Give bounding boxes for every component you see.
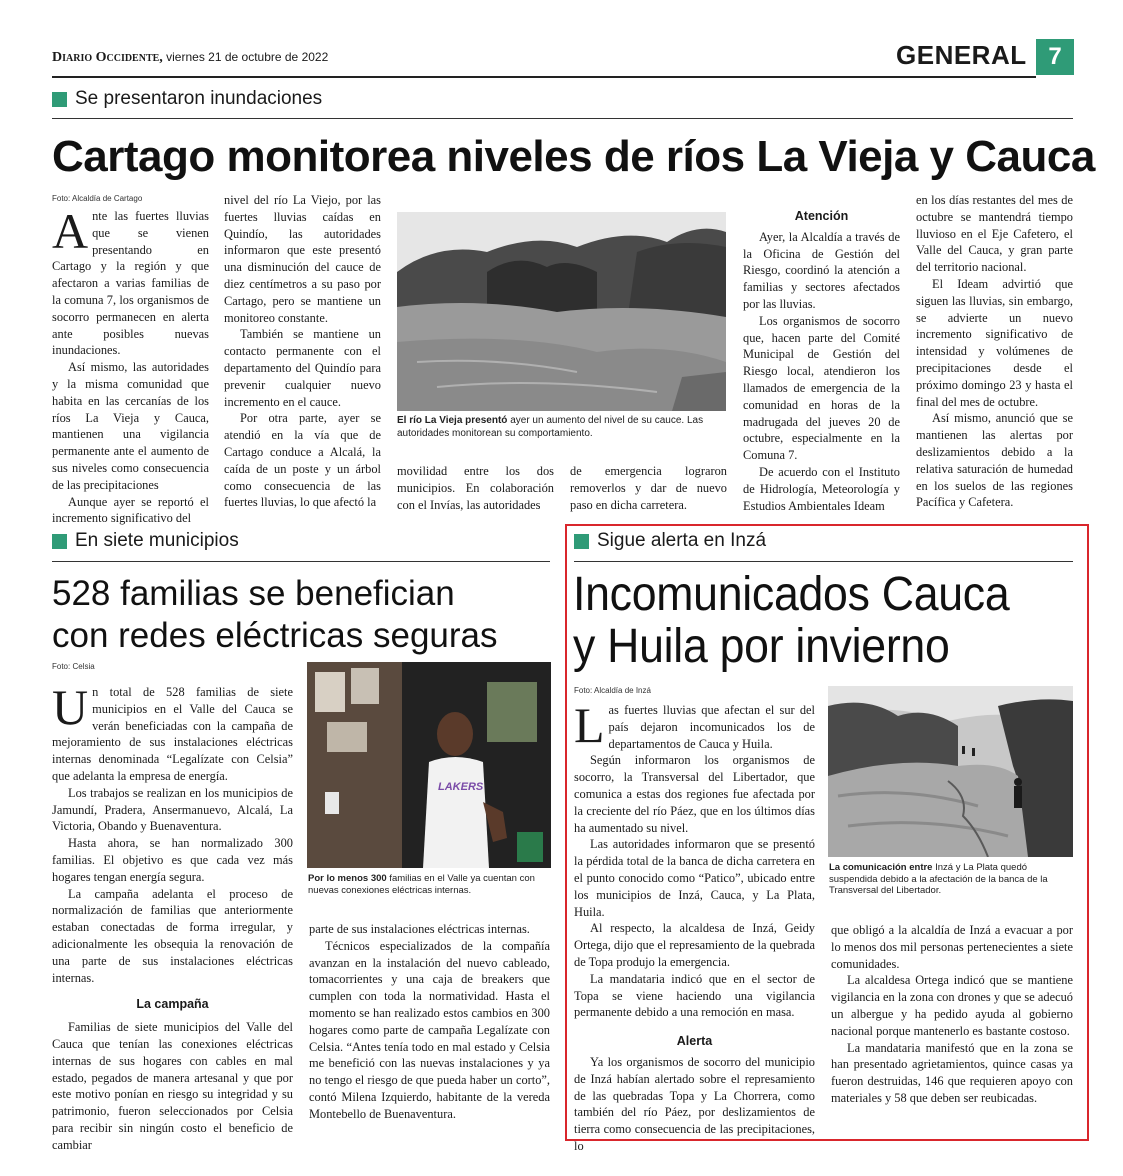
story1-paragraph: nte las fuertes lluvias que se vienen presentando en Cartago y la región y que afectaron a varias familias de la comuna 7, los organismos de socorro permanecen en alerta ante posibles nuevas inundaciones. <box>52 209 209 358</box>
story2-paragraph: n total de 528 familias de siete municipios en el Valle del Cauca se verán beneficiadas con la campaña de mejoramiento de sus instalaciones eléctricas internas denominada “Legalízate con Celsia” que adelanta la empresa de energía. <box>52 685 293 783</box>
caption-lead: La comunicación entre <box>829 862 933 873</box>
story1-column-3 <box>397 463 554 513</box>
story2-headline <box>52 573 498 657</box>
story2-paragraph: La campaña adelanta el proceso de normalización de familias que anteriormente estaban conectadas de forma irregular, y adicionalmente les obsequia la renovación de una parte de sus instalaciones eléctricas internas. <box>52 886 293 985</box>
story2-rule <box>52 561 550 562</box>
story3-headline-line: y Huila por invierno <box>573 620 950 673</box>
story1-paragraph: También se mantiene un contacto permanente con el departamento del Quindío para prevenir cualquier nuevo incremento en el cauce. <box>224 327 381 409</box>
river-image <box>397 212 726 411</box>
road-damage-photo <box>828 686 1073 857</box>
story1-column-4 <box>570 463 727 513</box>
story2-kicker <box>52 530 239 552</box>
story3-paragraph: La alcaldesa Ortega indicó que se mantiene vigilancia en la zona con drones y que se adecuó un albergue y ha pedido ayuda al gobierno nacional porque mantenerlo es bastante costoso. <box>831 973 1073 1038</box>
story2-column-2 <box>309 921 550 1123</box>
story3-paragraph: as fuertes lluvias que afectan el sur del país dejaron incomunicados los de departamentos de Cauca y Huila. <box>608 703 815 751</box>
story1-paragraph: Por otra parte, ayer se atendió en la vía que de Cartago conduce a Alcalá, la caída de un poste y un árbol como consecuencia de las fuertes lluvias, lo que afectó la <box>224 411 381 510</box>
story1-column-1 <box>52 203 209 527</box>
story1-paragraph: Ayer, la Alcaldía a través de la Oficina de Gestión del Riesgo, coordinó la atención a familias y sectores afectados por las lluvias. <box>743 229 900 311</box>
story3-paragraph: que obligó a la alcaldía de Inzá a evacuar a por lo menos dos mil personas pertenecientes a siete comunidades. <box>831 923 1073 971</box>
story3-paragraph: La mandataria indicó que en el sector de Topa se viene haciendo una vigilancia permanente debido a una remoción en masa. <box>574 971 815 1020</box>
story3-paragraph: Al respecto, la alcaldesa de Inzá, Geidy Ortega, dijo que el represamiento de la quebrada de Topa produjo la emergencia. <box>574 921 815 969</box>
issue-date: viernes 21 de octubre de 2022 <box>166 50 329 64</box>
story1-paragraph: Aunque ayer se reportó el incremento significativo del <box>52 494 209 526</box>
story1-subhead: Atención <box>794 209 849 223</box>
story2-headline-line: 528 familias se benefician <box>52 574 455 613</box>
header-rule <box>52 76 1036 78</box>
story3-column-1 <box>574 697 815 1155</box>
story1-paragraph: Así mismo, las autoridades y la misma comunidad que habita en las cercanías de los ríos La Vieja y Cauca, mantienen una vigilancia permanente ante el aumento de sus niveles como consecuencia de las precipitaciones <box>52 360 209 492</box>
shirt-print: LAKERS <box>438 781 484 793</box>
story2-photo-credit: Foto: Celsia <box>52 662 95 671</box>
caption-lead: Por lo menos 300 <box>308 873 387 884</box>
newspaper-name: Diario Occidente, <box>52 50 163 65</box>
story2-headline-line: con redes eléctricas seguras <box>52 616 498 655</box>
road-photo-caption <box>829 862 1075 897</box>
story2-kicker-text: En siete municipios <box>75 530 239 551</box>
story1-kicker-text: Se presentaron inundaciones <box>75 88 323 109</box>
page-number: 7 <box>1036 39 1074 75</box>
caption-text: ayer un aumento del nivel de su cauce. Las autoridades monitorean su comportamiento. <box>397 415 704 439</box>
story1-rule <box>52 118 1073 119</box>
electric-family-image <box>307 662 551 868</box>
story1-column-2 <box>224 192 381 511</box>
story2-subhead: La campaña <box>136 997 209 1012</box>
story1-paragraph: Así mismo, anunció que se mantienen las alertas por deslizamientos debido a la relativa saturación de humedad en los suelos de las regiones Pacífica y Cafetera. <box>916 411 1073 510</box>
story1-paragraph: Los organismos de socorro que, hacen parte del Comité Municipal de Gestión del Riesgo local, atendieron los llamados de emergencia de la comunidad en horas de la madrugada del jueves 20 de octubre, especialmente en la Comuna 7. <box>743 313 900 463</box>
story2-paragraph: Hasta ahora, se han normalizado 300 familias. El objetivo es que cada vez más hogares tengan energía segura. <box>52 836 293 884</box>
page-header-dateline <box>52 50 328 66</box>
story1-column-6 <box>916 192 1073 511</box>
story2-dropcap: U <box>52 679 89 735</box>
story3-photo-credit: Foto: Alcaldía de Inzá <box>574 686 651 695</box>
story2-paragraph: Técnicos especializados de la compañía avanzan en la instalación del nuevo cableado, tomacorrientes y una caja de breakers que cumplen con toda la normatividad. Hasta el momento se han realizado estos cambios en 300 hogares como parte de campaña Legalízate con Celsia. “Antes tenía todo en mal estado y Celsia me benefició con las nuevas instalaciones y ya no tengo el riesgo de que pueda haber un corto”, contó Milena Izquierdo, habitante de la vereda Montebello de Buenaventura. <box>309 938 550 1121</box>
story2-paragraph: parte de sus instalaciones eléctricas internas. <box>309 922 530 936</box>
story1-column-5 <box>743 204 900 514</box>
story2-column-1 <box>52 679 293 1154</box>
story1-paragraph: de emergencia lograron removerlos y dar de nuevo paso en dicha carretera. <box>570 464 727 512</box>
story3-kicker <box>574 530 766 552</box>
story1-dropcap: A <box>52 203 89 259</box>
caption-text: familias en el Valle ya cuentan con nuevas conexiones eléctricas internas. <box>308 873 535 896</box>
story1-paragraph: en los días restantes del mes de octubre se mantendrá tiempo lluvioso en el Eje Cafetero, el Valle del Cauca, y gran parte del territorio nacional. <box>916 193 1073 275</box>
river-photo <box>397 212 726 411</box>
story1-photo-credit: Foto: Alcaldía de Cartago <box>52 194 143 203</box>
story3-subhead: Alerta <box>676 1034 713 1049</box>
story1-headline: Cartago monitorea niveles de ríos La Vieja y Cauca <box>52 132 1095 181</box>
story1-paragraph: nivel del río La Viejo, por las fuertes lluvias caídas en Quindío, las autoridades informaron que este presentó una disminución del cauce de diez centímetros a su paso por Cartago, pero se mantiene un monitoreo constante. <box>224 193 381 325</box>
story3-paragraph: Ya los organismos de socorro del municipio de Inzá habían alertado sobre el represamiento de las quebradas Topa y La Chorrera, como también del río Páez, por deslizamientos de tierra como consecuencia de las precipitaciones, lo <box>574 1054 815 1153</box>
story2-paragraph: Los trabajos se realizan en los municipios de Jamundí, Pradera, Ansermanuevo, Alcalá, La Victoria, Obando y Buenaventura. <box>52 785 293 834</box>
kicker-square-icon <box>574 534 589 549</box>
electric-family-photo <box>307 662 551 868</box>
river-photo-caption <box>397 415 727 440</box>
story3-column-2 <box>831 922 1073 1107</box>
story2-paragraph: Familias de siete municipios del Valle del Cauca que tenían las conexiones eléctricas internas de sus hogares con cables en mal estado, pegados de manera artesanal y que por este motivo ponían en riesgo su integridad y su patrimonio, fueron seleccionados por Celsia para recibir sin ningún costo el beneficio de cambiar <box>52 1020 293 1152</box>
story3-paragraph: La mandataria manifestó que en la zona se han presentado agrietamientos, quince casas ya fueron destruidas, 146 que requieren apoyo con materiales y 58 que deben ser reubicadas. <box>831 1040 1073 1105</box>
caption-text: Inzá y La Plata quedó suspendida debido a la afectación de la banca de la Transversal del Libertador. <box>829 862 1048 896</box>
story1-paragraph: movilidad entre los dos municipios. En colaboración con el Invías, las autoridades <box>397 464 554 512</box>
story3-paragraph: Las autoridades informaron que se presentó la pérdida total de la banca de dicha carretera en el punto conocido como “Patico”, ubicado entre los municipios de Inzá, Cauca, y La Plata, Huila. <box>574 837 815 919</box>
story3-rule <box>574 561 1073 562</box>
story3-dropcap: L <box>574 697 605 753</box>
kicker-square-icon <box>52 92 67 107</box>
kicker-square-icon <box>52 534 67 549</box>
section-name: GENERAL <box>896 40 1027 70</box>
story1-kicker <box>52 88 322 110</box>
story1-paragraph: De acuerdo con el Instituto de Hidrología, Meteorología y Estudios Ambientales Ideam <box>743 464 900 513</box>
story3-headline-line: Incomunicados Cauca <box>573 568 1010 621</box>
story3-headline <box>573 569 1009 673</box>
story1-paragraph: El Ideam advirtió que siguen las lluvias, sin embargo, se advierte un nuevo incremento significativo de intensidad y volúmenes de precipitaciones desde el próximo domingo 23 y hasta el final del mes de octubre. <box>916 276 1073 409</box>
road-damage-image <box>828 686 1073 857</box>
electric-photo-caption <box>308 873 554 896</box>
story3-paragraph: Según informaron los organismos de socorro, la Transversal del Libertador, que comunica a estas dos regiones fue afectada por la creciente del río Páez, que en los últimos días ha aumentado su nivel. <box>574 753 815 835</box>
story3-kicker-text: Sigue alerta en Inzá <box>597 530 767 551</box>
caption-lead: El río La Vieja presentó <box>397 415 508 426</box>
